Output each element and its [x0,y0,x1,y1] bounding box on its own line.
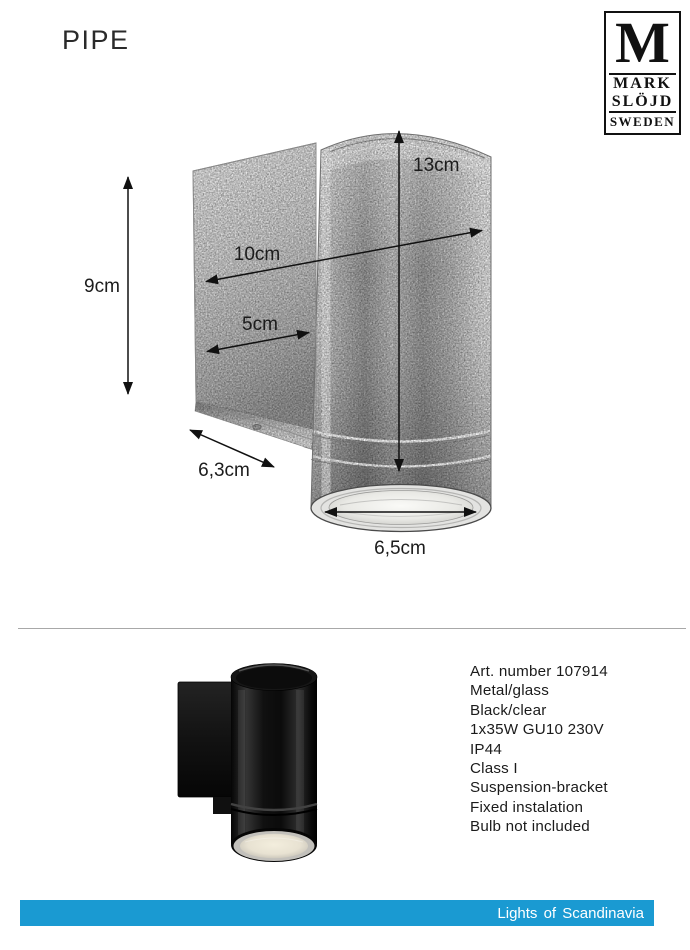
dim-label-plate-height: 9cm [84,276,120,297]
dim-label-plate-width: 5cm [242,314,278,335]
spec-line-bracket: Suspension-bracket [470,779,608,797]
dim-label-bracket-depth: 6,3cm [198,460,250,481]
dim-label-depth: 10cm [233,244,281,265]
bottom-lens-shape [311,485,491,532]
dim-label-diameter: 6,5cm [374,538,426,559]
logo-word-sweden: SWEDEN [609,114,676,129]
spec-line-art-number: Art. number 107914 [470,663,608,680]
spec-line-installation: Fixed instalation [470,798,584,816]
footer-brand-text: Lights of Scandinavia [497,904,644,922]
logo-word-mark: MARK [613,75,672,92]
logo-word-slojd: SLÖJD [611,93,674,110]
spec-line-material: Metal/glass [470,682,550,700]
product-photo [140,648,340,873]
footer-bar [20,900,654,926]
spec-line-color: Black/clear [470,701,547,719]
spec-line-class: Class I [470,760,518,778]
logo-m-letter: M [615,10,670,75]
spec-line-bulb: 1x35W GU10 230V [470,721,604,739]
specs-list [470,662,608,837]
spec-line-ip: IP44 [470,740,503,758]
spec-line-bulb-included: Bulb not included [470,818,590,836]
dim-label-cylinder-height: 13cm [413,155,460,176]
page-title: PIPE [62,25,130,55]
photo-bracket [178,682,240,814]
photo-lens [231,828,317,862]
photo-cylinder [231,664,317,845]
section-divider [18,628,686,629]
